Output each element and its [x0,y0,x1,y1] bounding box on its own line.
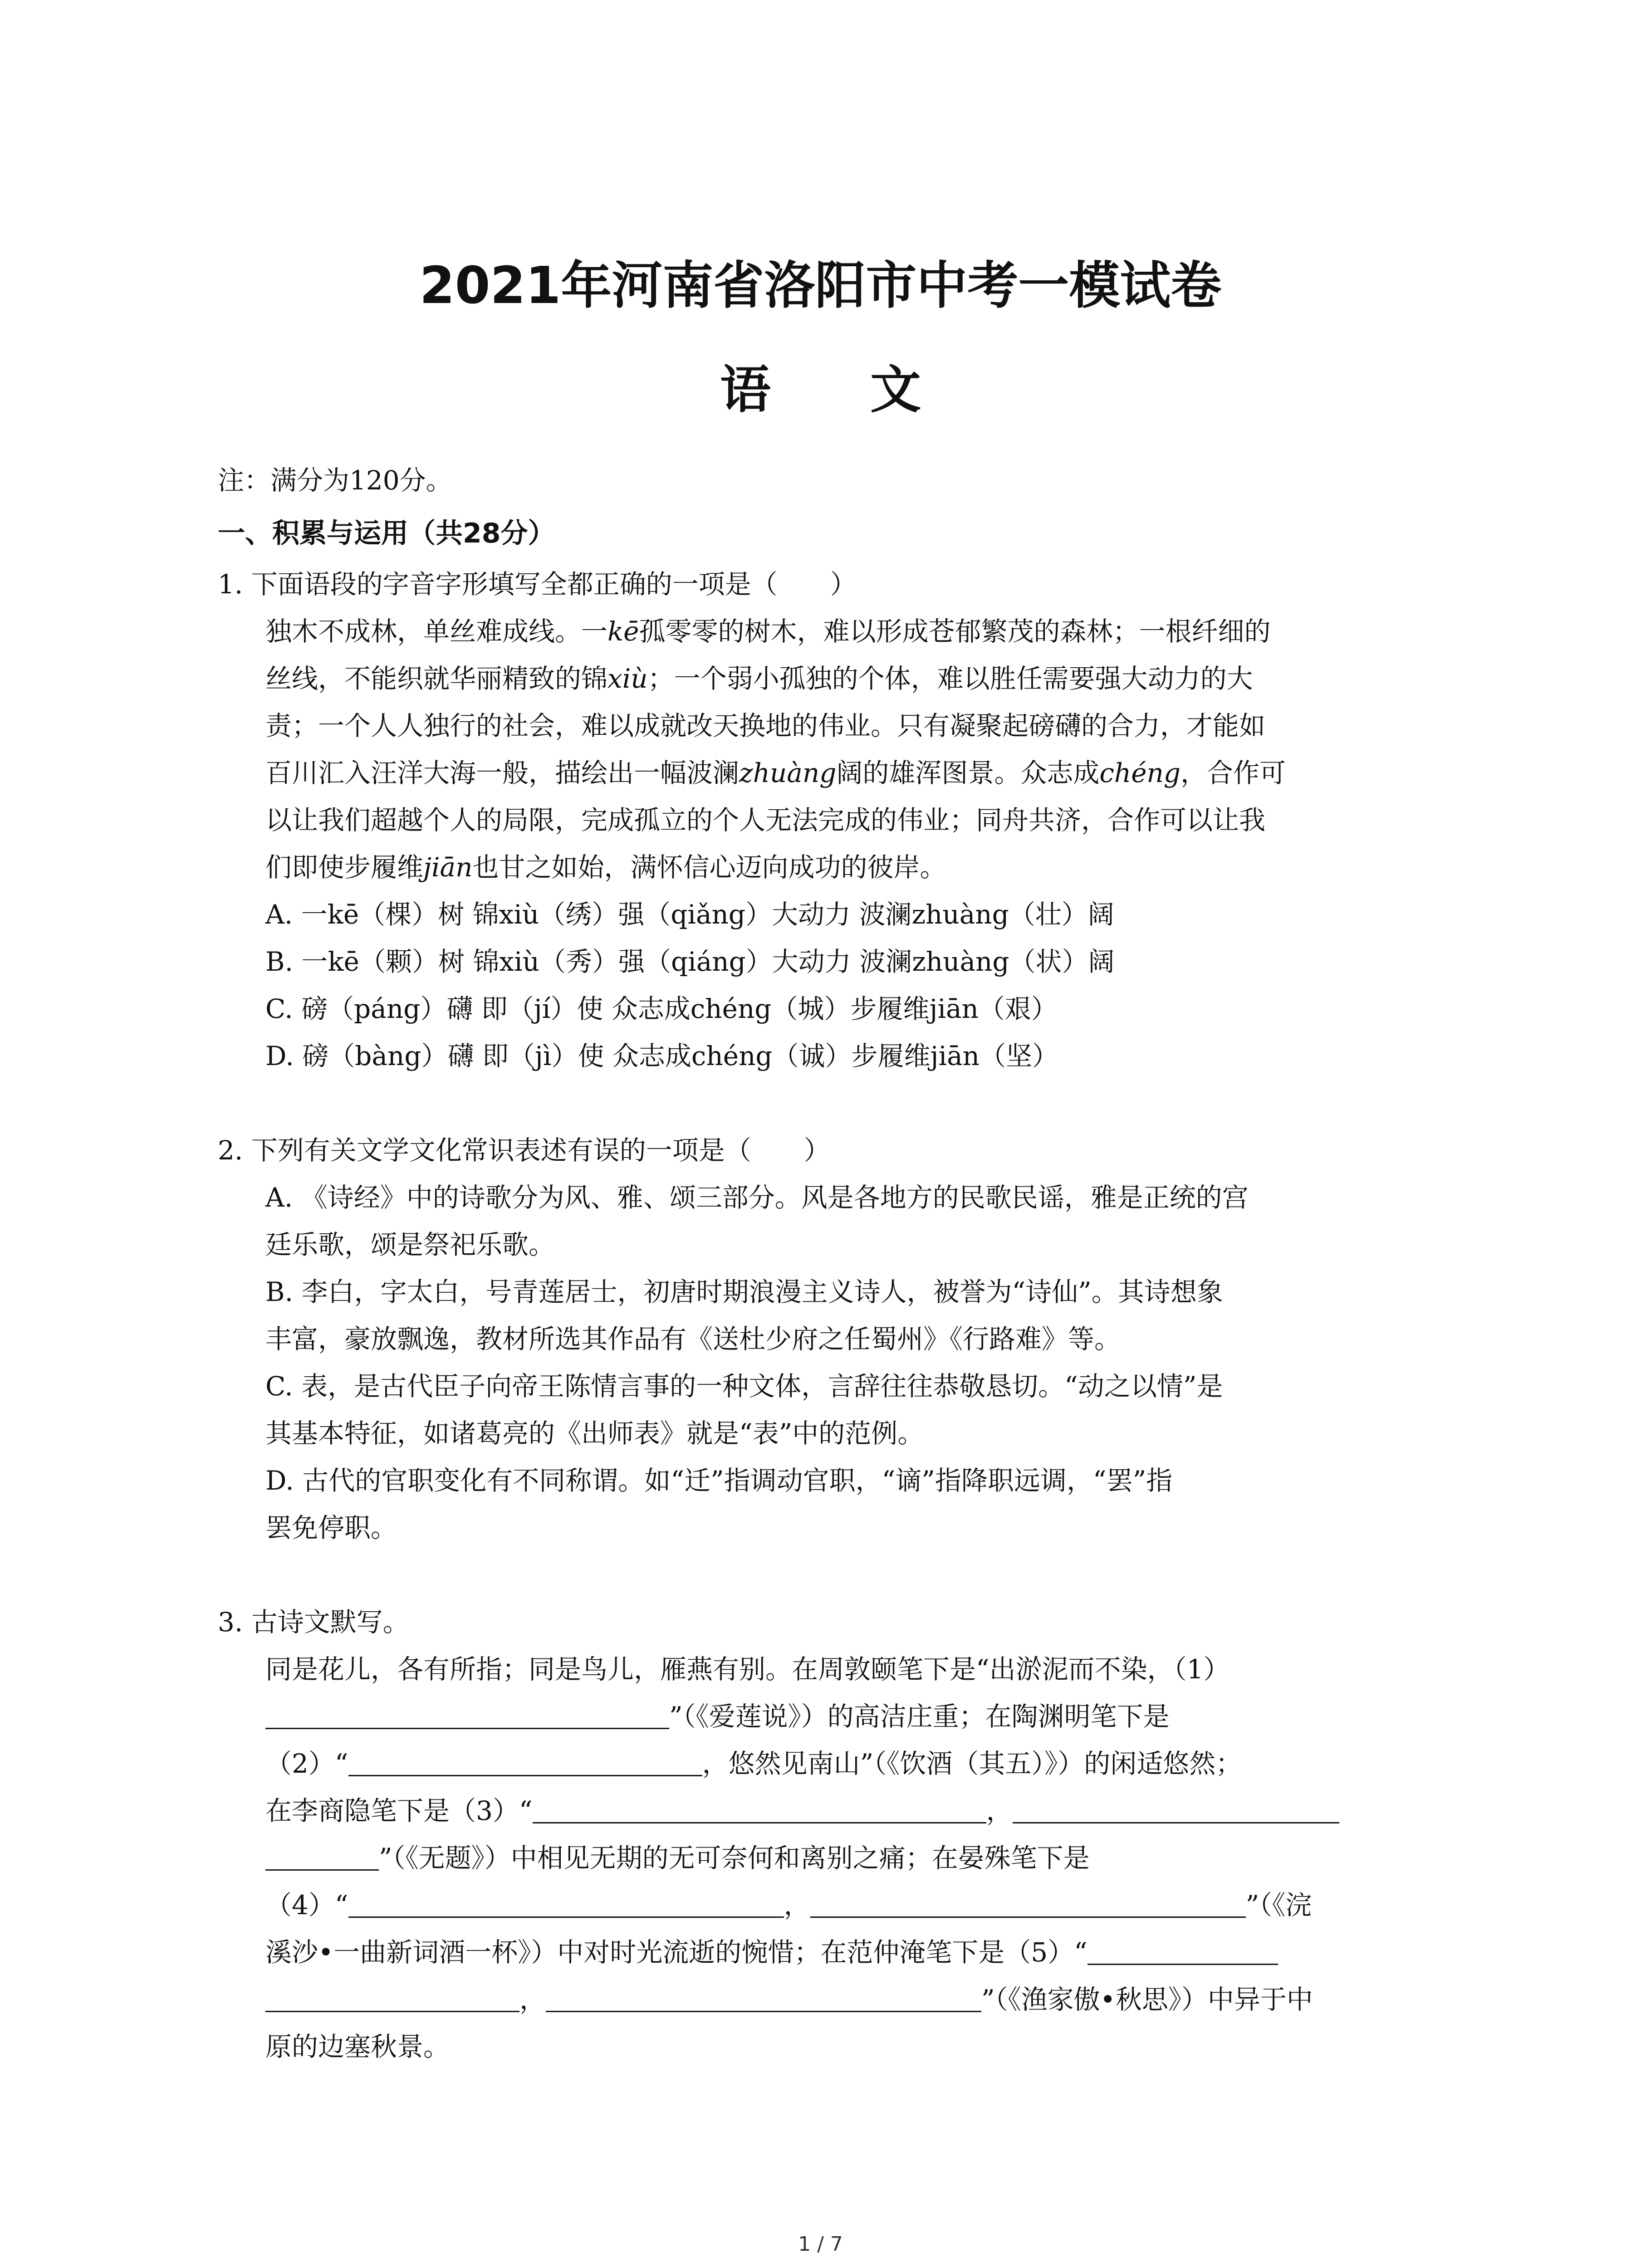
option-d: D. 古代的官职变化有不同称谓。如“迁”指调动官职，“谪”指降职远调，“罢”指 [265,1465,1173,1496]
pinyin: xiù [607,663,648,694]
recite-line [265,1976,1443,2023]
text: ”（《无题》）中相见无期的无可奈何和离别之痛；在晏殊笔下是 [379,1843,1090,1873]
page-title: 2021年河南省洛阳市中考一模试卷 [419,256,1222,315]
answer-blank-5b[interactable] [546,1984,981,2012]
text: 阔的雄浑图景。众志成 [836,758,1100,788]
text: （4）“ [265,1890,348,1921]
option-b-cont: 丰富，豪放飘逸，教材所选其作品有《送杜少府之任蜀州》《行路难》等。 [265,1324,1121,1354]
answer-blank-3b-cont[interactable] [265,1842,379,1871]
question-3-body [218,1646,1443,2070]
recite-line [265,1693,1443,1740]
text: 丝线，不能织就华丽精致的锦 [265,663,608,694]
text: 百川汇入汪洋大海一般，描绘出一幅波澜 [265,758,740,788]
answer-blank-5a-cont[interactable] [265,1984,519,2012]
question-2-stem: 2. 下列有关文学文化常识表述有误的一项是（ ） [218,1135,830,1166]
option-c: C. 表，是古代臣子向帝王陈情言事的一种文体，言辞往往恭敬恳切。“动之以情”是 [265,1371,1223,1402]
text: ， [519,1984,546,2015]
passage-line [265,749,1443,797]
option-b: B. 一kē（颗）树 锦xiù（秀）强（qiáng）大动力 波澜zhuàng（状）阔 [265,946,1115,977]
text: 孤零零的树木，难以形成苍郁繁茂的森林；一根纤细的 [639,616,1271,647]
recite-line [265,1882,1443,1929]
spacer [218,1551,1443,1598]
answer-blank-2[interactable] [348,1748,702,1776]
option-d-cont: 罢免停职。 [265,1512,397,1543]
questions [218,561,1443,2070]
page-number: 1 / 7 [798,2233,843,2256]
text: ”（《爱莲说》）的高洁庄重；在陶渊明笔下是 [669,1701,1170,1732]
option-a-cont: 廷乐歌，颂是祭祀乐歌。 [265,1229,555,1260]
text: ”（《浣 [1245,1890,1312,1921]
text: ，悠然见南山”（《饮酒（其五）》）的闲适悠然； [702,1748,1242,1779]
answer-blank-5a[interactable] [1087,1936,1278,1965]
text: 在李商隐笔下是（3）“ [265,1795,533,1826]
question-1-passage [218,608,1443,1080]
text: 们即使步履维 [265,852,424,883]
recite-line [265,1834,1443,1882]
passage-line [265,608,1443,655]
recite-line: 原的边塞秋景。 [265,2031,450,2062]
pinyin: zhuàng [739,758,837,788]
text: ， [986,1795,1013,1826]
answer-blank-1[interactable] [265,1701,669,1729]
answer-blank-3b[interactable] [1013,1795,1339,1823]
recite-line: 同是花儿，各有所指；同是鸟儿，雁燕有别。在周敦颐笔下是“出淤泥而不染，（1） [265,1654,1230,1685]
passage-line: 以让我们超越个人的局限，完成孤立的个人无法完成的伟业；同舟共济，合作可以让我 [265,805,1266,836]
question-3-stem: 3. 古诗文默写。 [218,1607,409,1637]
question-1-stem: 1. 下面语段的字音字形填写全都正确的一项是（ ） [218,569,857,600]
answer-blank-3a[interactable] [533,1795,986,1823]
text: ， [784,1890,810,1921]
text: （2）“ [265,1748,348,1779]
recite-line [265,1740,1443,1787]
option-b: B. 李白，字太白，号青莲居士，初唐时期浪漫主义诗人，被誉为“诗仙”。其诗想象 [265,1276,1223,1307]
text: 溪沙•一曲新词酒一杯》）中对时光流逝的惋惜；在范仲淹笔下是（5）“ [265,1937,1087,1968]
text: 也甘之如始，满怀信心迈向成功的彼岸。 [472,852,946,883]
pinyin: kē [607,616,639,647]
pinyin: chéng [1099,758,1181,788]
recite-line [265,1929,1443,1976]
passage-line: 责；一个人人独行的社会，难以成就改天换地的伟业。只有凝聚起磅礴的合力，才能如 [265,710,1266,741]
question-2 [218,1127,1443,1551]
option-a: A. 《诗经》中的诗歌分为风、雅、颂三部分。风是各地方的民歌民谣，雅是正统的宫 [265,1182,1249,1213]
spacer [218,1080,1443,1127]
question-3 [218,1598,1443,2070]
passage-line [265,655,1443,702]
score-note: 注：满分为120分。 [218,465,452,496]
option-d: D. 磅（bàng）礴 即（jì）使 众志成chéng（诚）步履维jiān（坚） [265,1041,1059,1071]
question-2-options [218,1174,1443,1551]
option-c-cont: 其基本特征，如诸葛亮的《出师表》就是“表”中的范例。 [265,1418,924,1449]
answer-blank-4b[interactable] [810,1889,1246,1918]
text: ；一个弱小孤独的个体，难以胜任需要强大动力的大 [647,663,1253,694]
recite-line [265,1787,1443,1834]
answer-blank-4a[interactable] [348,1889,784,1918]
option-c: C. 磅（páng）礴 即（jí）使 众志成chéng（城）步履维jiān（艰） [265,993,1058,1024]
text: ”（《渔家傲•秋思》）中异于中 [981,1984,1313,2015]
option-a: A. 一kē（棵）树 锦xiù（绣）强（qiǎng）大动力 波澜zhuàng（壮）阔 [265,899,1114,930]
text: ，合作可 [1181,758,1286,788]
passage-line [265,844,1443,891]
text: 独木不成林，单丝难成线。一 [265,616,608,647]
subject-title: 语 文 [720,361,962,420]
question-1 [218,561,1443,1080]
section-heading: 一、积累与运用（共28分） [218,518,555,549]
pinyin: jiān [423,852,473,883]
